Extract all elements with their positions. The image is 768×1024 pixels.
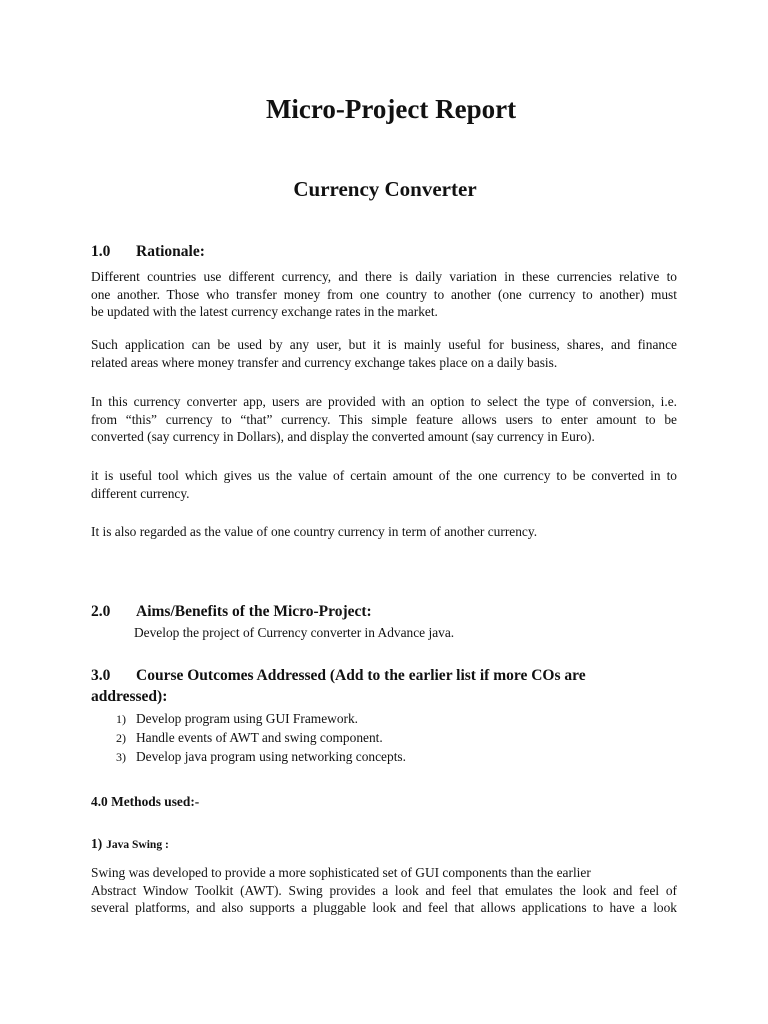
paragraph-line: converted (say currency in Dollars), and display the converted amount (say currency in Euro).: [91, 429, 595, 445]
section-3-heading-continued: addressed):: [91, 688, 168, 705]
paragraph-line: one another. Those who transfer money from one country to another (one currency to another) must: [91, 286, 677, 302]
paragraph-line: Swing was developed to provide a more sophisticated set of GUI components than the earlier: [91, 865, 591, 880]
paragraph-line: Such application can be used by any user, but it is mainly useful for business, shares, and finance: [91, 337, 677, 352]
section-2-heading: [91, 603, 372, 621]
paragraph-line: Different countries use different currency, and there is daily variation in these currencies relative to: [91, 269, 677, 284]
section-2-body: Develop the project of Currency converter in Advance java.: [134, 625, 455, 640]
page-title: Micro-Project Report: [265, 94, 517, 124]
rationale-paragraph-5: [91, 523, 677, 541]
list-item-text: Handle events of AWT and swing component.: [136, 730, 383, 745]
rationale-paragraph-1: [91, 268, 677, 321]
java-swing-paragraph: [91, 864, 677, 917]
paragraph-line: Abstract Window Toolkit (AWT). Swing provides a look and feel that emulates the look and feel of: [91, 882, 677, 898]
rationale-paragraph-3: [91, 393, 677, 446]
list-marker: 2): [116, 731, 126, 745]
page-subtitle: Currency Converter: [293, 177, 477, 201]
outcome-list-item: [116, 730, 383, 746]
section-3-number: 3.0: [91, 667, 111, 684]
outcome-list-item: [116, 711, 358, 727]
section-2-title: Aims/Benefits of the Micro-Project:: [136, 603, 372, 620]
rationale-paragraph-2: [91, 336, 677, 371]
section-1-number: 1.0: [91, 243, 111, 260]
paragraph-line: related areas where money transfer and currency exchange takes place on a daily basis.: [91, 354, 558, 370]
section-3-title: Course Outcomes Addressed (Add to the earlier list if more COs are: [136, 667, 586, 684]
section-1-title: Rationale:: [136, 243, 205, 260]
list-marker: 1): [116, 712, 126, 726]
subsection-marker: 1): [91, 836, 103, 851]
section-3-heading: [91, 667, 586, 685]
outcome-list-item: [116, 749, 406, 765]
section-2-number: 2.0: [91, 603, 111, 620]
list-item-text: Develop java program using networking concepts.: [136, 749, 406, 764]
paragraph-line: it is useful tool which gives us the value of certain amount of the one currency to be converted in to: [91, 468, 677, 483]
section-4-heading: 4.0 Methods used:-: [91, 794, 200, 809]
subsection-heading: [91, 835, 169, 853]
paragraph-line: from “this” currency to “that” currency. This simple feature allows users to enter amount to be: [91, 411, 677, 427]
list-marker: 3): [116, 750, 126, 764]
paragraph-line: It is also regarded as the value of one country currency in term of another currency.: [91, 524, 538, 539]
list-item-text: Develop program using GUI Framework.: [136, 711, 359, 726]
section-1-heading: [91, 243, 205, 261]
paragraph-line: different currency.: [91, 485, 190, 501]
rationale-paragraph-4: [91, 467, 677, 502]
paragraph-line: In this currency converter app, users are provided with an option to select the type of conversion, i.e.: [91, 394, 677, 409]
paragraph-line: be updated with the latest currency exchange rates in the market.: [91, 304, 438, 320]
paragraph-line: several platforms, and also supports a pluggable look and feel that allows applications to have a look: [91, 900, 677, 916]
subsection-title: Java Swing :: [106, 839, 169, 851]
